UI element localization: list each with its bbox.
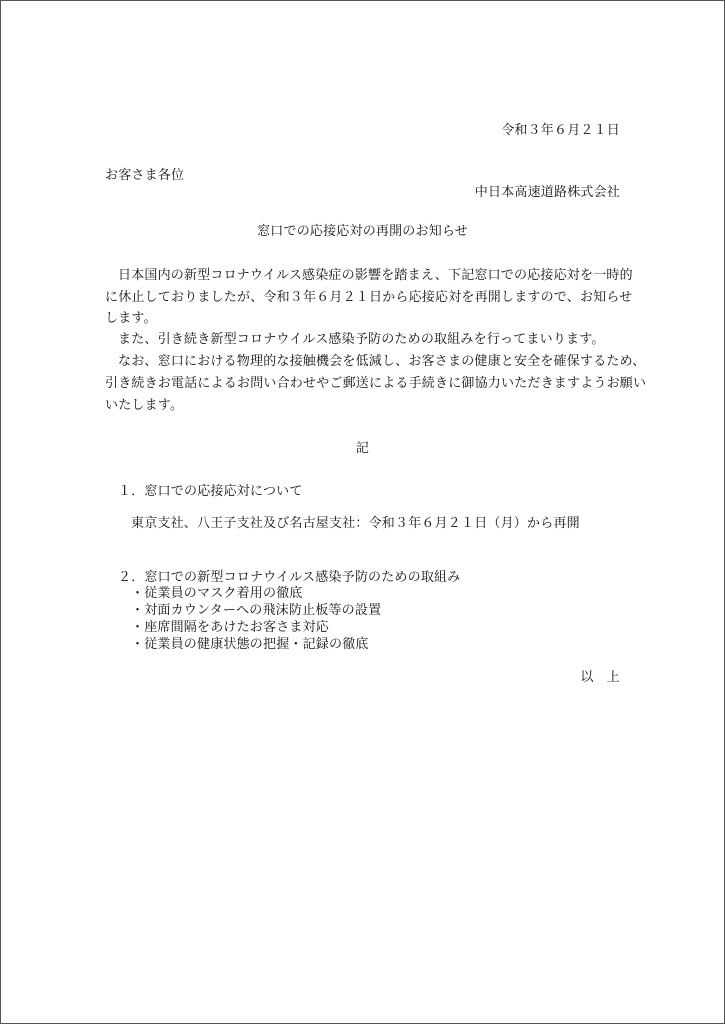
section-2-heading: ２．窓口での新型コロナウイルス感染予防のための取組み [118, 570, 461, 585]
ki-heading: 記 [355, 441, 370, 456]
body-paragraph-2: また、引き続き新型コロナウイルス感染予防のための取組みを行ってまいります。 [118, 332, 605, 347]
body-paragraph-3-line-1: なお、窓口における物理的な接触機会を低減し、お客さまの健康と安全を確保するため、 [118, 354, 646, 369]
section-2-item: ・従業員のマスク着用の徹底 [131, 586, 303, 601]
body-paragraph-3-line-2: 引き続きお電話によるお問い合わせやご郵送による手続きに御協力いただきますようお願い [105, 376, 647, 391]
body-paragraph-1-line-1: 日本国内の新型コロナウイルス感染症の影響を踏まえ、下記窓口での応接応対を一時的 [118, 268, 633, 283]
notice-title: 窓口での応接応対の再開のお知らせ [257, 224, 468, 239]
section-2-item: ・従業員の健康状態の把握・記録の徹底 [131, 637, 369, 652]
document-date: 令和３年６月２１日 [501, 123, 620, 138]
closing-mark: 以 上 [580, 670, 620, 685]
body-paragraph-1-line-2: に休止しておりましたが、令和３年６月２１日から応接応対を再開しますので、お知らせ [105, 290, 633, 305]
body-paragraph-1-line-3: します。 [105, 311, 157, 326]
section-1-heading: １．窓口での応接応対について [118, 484, 303, 499]
body-paragraph-3-line-3: いたします。 [105, 398, 184, 413]
section-2-item: ・対面カウンターへの飛沫防止板等の設置 [131, 603, 382, 618]
section-1-detail: 東京支社、八王子支社及び名古屋支社：令和３年６月２１日（月）から再開 [131, 516, 580, 531]
sender-company: 中日本高速道路株式会社 [474, 185, 620, 200]
section-2-item: ・座席間隔をあけたお客さま対応 [131, 620, 330, 635]
addressee: お客さま各位 [105, 168, 185, 183]
